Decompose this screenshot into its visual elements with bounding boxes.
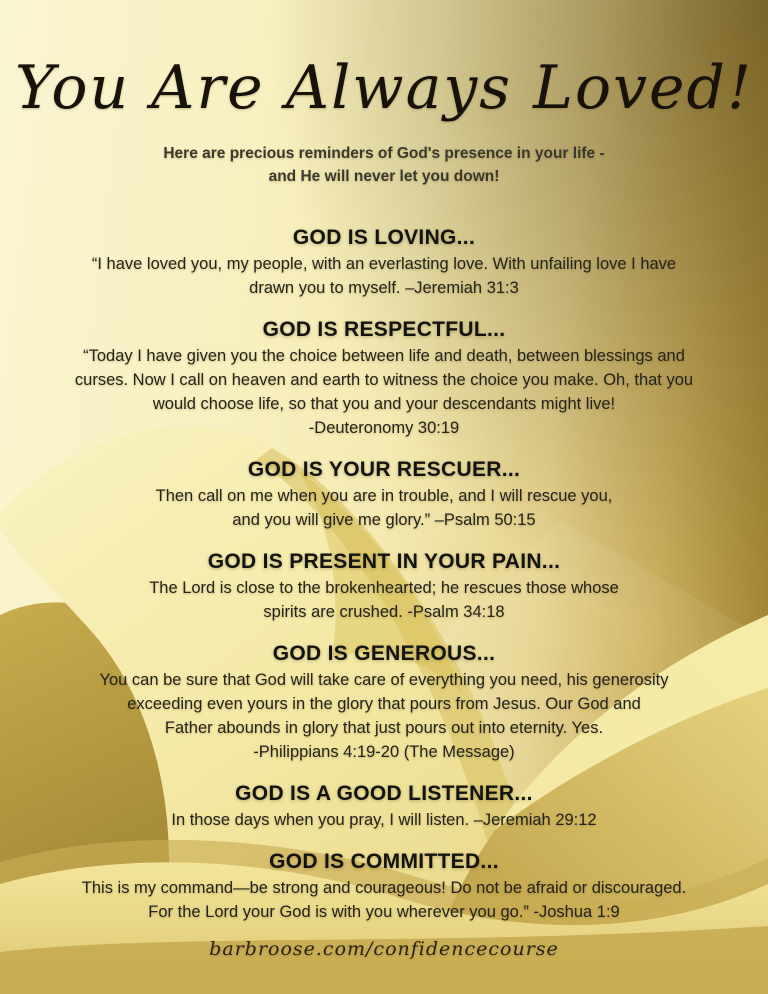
footer-website-url: barbroose.com/confidencecourse — [209, 938, 559, 960]
scripture-section — [0, 224, 768, 300]
quote-line: In those days when you pray, I will listen. –Jeremiah 29:12 — [171, 811, 597, 829]
quote-line: and you will give me glory.” –Psalm 50:15 — [232, 511, 536, 529]
section-heading: GOD IS COMMITTED... — [269, 850, 499, 873]
quote-line: For the Lord your God is with you wherever you go.” -Joshua 1:9 — [148, 903, 620, 921]
scripture-section — [0, 316, 768, 440]
section-lines — [0, 576, 768, 624]
section-lines — [0, 808, 768, 832]
quote-line: “I have loved you, my people, with an everlasting love. With unfailing love I have — [91, 255, 677, 273]
scripture-section — [0, 548, 768, 624]
subtitle — [0, 142, 768, 188]
section-lines — [0, 668, 768, 764]
section-lines — [0, 252, 768, 300]
quote-line: The Lord is close to the brokenhearted; he rescues those whose — [149, 579, 619, 597]
quote-line: would choose life, so that you and your descendants might live! — [152, 395, 616, 413]
section-lines — [0, 484, 768, 532]
quote-line: You can be sure that God will take care of everything you need, his generosity — [99, 671, 669, 689]
scripture-section — [0, 848, 768, 924]
quote-line: exceeding even yours in the glory that pours from Jesus. Our God and — [127, 695, 641, 713]
section-heading: GOD IS GENEROUS... — [272, 642, 496, 665]
section-heading: GOD IS A GOOD LISTENER... — [235, 782, 533, 805]
quote-line: -Philippians 4:19-20 (The Message) — [253, 743, 515, 761]
section-lines — [0, 344, 768, 440]
section-lines — [0, 876, 768, 924]
sections — [0, 224, 768, 924]
subtitle-line-1: Here are precious reminders of God's presence in your life - — [163, 145, 605, 162]
quote-line: Then call on me when you are in trouble, and I will rescue you, — [155, 487, 613, 505]
page-title: You Are Always Loved! — [14, 53, 754, 123]
quote-line: -Deuteronomy 30:19 — [308, 419, 460, 437]
quote-line: This is my command—be strong and courageous! Do not be afraid or discouraged. — [81, 879, 687, 897]
quote-line: Father abounds in glory that just pours out into eternity. Yes. — [164, 719, 604, 737]
scripture-section — [0, 780, 768, 832]
quote-line: drawn you to myself. –Jeremiah 31:3 — [249, 279, 519, 297]
section-heading: GOD IS LOVING... — [292, 226, 476, 249]
quote-line: “Today I have given you the choice between life and death, between blessings and — [83, 347, 685, 365]
section-heading: GOD IS PRESENT IN YOUR PAIN... — [207, 550, 561, 573]
quote-line: spirits are crushed. -Psalm 34:18 — [263, 603, 505, 621]
quote-line: curses. Now I call on heaven and earth to witness the choice you make. Oh, that you — [74, 371, 694, 389]
section-heading: GOD IS RESPECTFUL... — [262, 318, 506, 341]
subtitle-line-2: and He will never let you down! — [268, 168, 500, 185]
scripture-section — [0, 456, 768, 532]
scripture-section — [0, 640, 768, 764]
section-heading: GOD IS YOUR RESCUER... — [247, 458, 521, 481]
